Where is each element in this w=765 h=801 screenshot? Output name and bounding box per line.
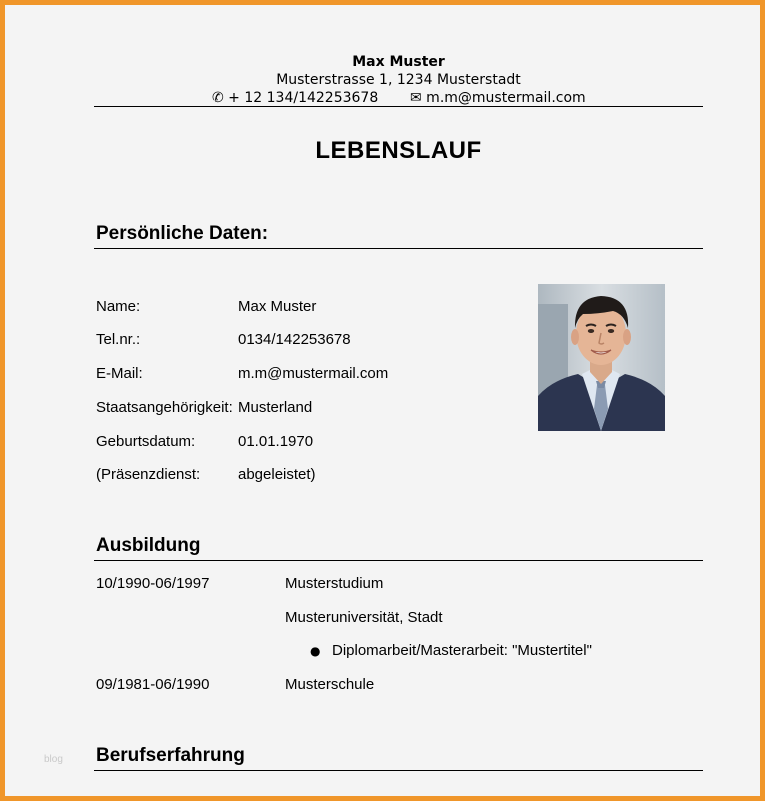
personal-value-birthdate: 01.01.1970 bbox=[238, 433, 314, 450]
education-title-2: Musterschule bbox=[285, 676, 375, 693]
section-divider-education bbox=[94, 560, 703, 561]
education-title-1: Musterstudium bbox=[285, 575, 384, 592]
bullet-icon: ● bbox=[310, 644, 321, 658]
personal-label-email: E-Mail: bbox=[96, 365, 143, 382]
education-date-1: 10/1990-06/1997 bbox=[96, 575, 210, 592]
header-divider bbox=[94, 106, 703, 107]
education-place-1: Musteruniversität, Stadt bbox=[285, 609, 443, 626]
personal-label-nationality: Staatsangehörigkeit: bbox=[96, 399, 233, 416]
personal-value-phone: 0134/142253678 bbox=[238, 331, 351, 348]
personal-value-nationality: Musterland bbox=[238, 399, 313, 416]
document-title: LEBENSLAUF bbox=[315, 137, 482, 164]
header-email: ✉ m.m@mustermail.com bbox=[410, 90, 586, 106]
section-title-education: Ausbildung bbox=[96, 535, 201, 556]
header-name: Max Muster bbox=[352, 54, 445, 70]
personal-label-birthdate: Geburtsdatum: bbox=[96, 433, 196, 450]
header-phone: ✆ + 12 134/142253678 bbox=[212, 90, 379, 106]
personal-label-service: (Präsenzdienst: bbox=[96, 466, 201, 483]
personal-label-phone: Tel.nr.: bbox=[96, 331, 141, 348]
education-date-2: 09/1981-06/1990 bbox=[96, 676, 210, 693]
personal-value-name: Max Muster bbox=[238, 298, 317, 315]
section-title-personal: Persönliche Daten: bbox=[96, 223, 269, 244]
personal-label-name: Name: bbox=[96, 298, 141, 315]
education-bullet-1: Diplomarbeit/Masterarbeit: "Mustertitel" bbox=[332, 642, 592, 659]
personal-value-email: m.m@mustermail.com bbox=[238, 365, 389, 382]
profile-photo bbox=[538, 284, 665, 431]
section-divider-experience bbox=[94, 770, 703, 771]
resume-page bbox=[10, 10, 765, 801]
watermark: blog bbox=[44, 754, 63, 765]
section-title-experience: Berufserfahrung bbox=[96, 745, 245, 766]
personal-value-service: abgeleistet) bbox=[238, 466, 316, 483]
header-address: Musterstrasse 1, 1234 Musterstadt bbox=[276, 72, 521, 88]
section-divider-personal bbox=[94, 248, 703, 249]
